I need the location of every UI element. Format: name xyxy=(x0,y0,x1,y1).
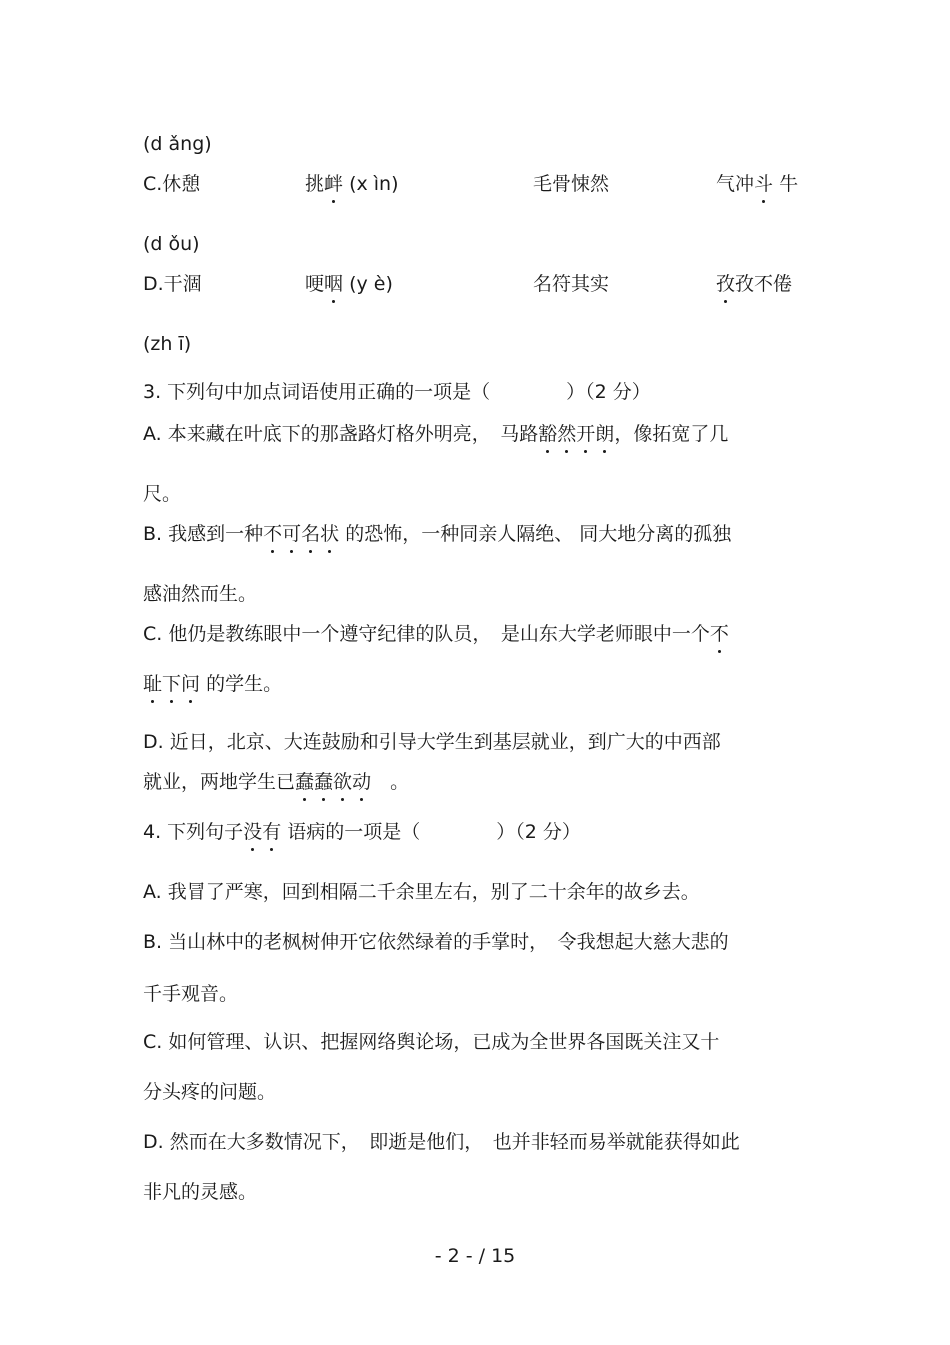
option-c-word4: 气冲斗 牛 xyxy=(716,173,799,195)
q4-option-c-line2: 分头疼的问题。 xyxy=(143,1081,277,1103)
q3-option-d-line2: 就业，两地学生已蠢蠢欲动 。 xyxy=(143,771,410,793)
q3-option-d-line1: D. 近日，北京、大连鼓励和引导大学生到基层就业，到广大的中西部 xyxy=(143,731,721,753)
q4-option-b-line2: 千手观音。 xyxy=(143,983,239,1005)
pinyin-zhi: (zh ī) xyxy=(143,333,192,355)
option-c-word1: C.休憩 xyxy=(143,173,201,195)
q4-option-d-line2: 非凡的灵感。 xyxy=(143,1181,258,1203)
q3-option-a-line1: A. 本来藏在叶底下的那盏路灯格外明亮， 马路豁然开朗，像拓宽了几 xyxy=(143,423,729,445)
q3-option-a-line2: 尺。 xyxy=(143,483,182,505)
q4-option-d-line1: D. 然而在大多数情况下， 即逝是他们， 也并非轻而易举就能获得如此 xyxy=(143,1131,740,1153)
q4-option-c-line1: C. 如何管理、认识、把握网络舆论场，已成为全世界各国既关注又十 xyxy=(143,1031,720,1053)
option-d-word3: 名符其实 xyxy=(533,273,610,295)
q3-option-c-line1: C. 他仍是教练眼中一个遵守纪律的队员， 是山东大学老师眼中一个不 xyxy=(143,623,729,645)
pinyin-dang: (d ǎng) xyxy=(143,133,212,155)
q3-option-b-line1: B. 我感到一种不可名状 的恐怖，一种同亲人隔绝、 同大地分离的孤独 xyxy=(143,523,732,545)
option-d-word1: D.干涸 xyxy=(143,273,202,295)
option-c-word3: 毛骨悚然 xyxy=(533,173,610,195)
q4-option-b-line1: B. 当山林中的老枫树伸开它依然绿着的手掌时， 令我想起大慈大悲的 xyxy=(143,931,729,953)
page-number: - 2 - / 15 xyxy=(434,1245,516,1267)
q3-option-c-line2: 耻下问 的学生。 xyxy=(143,673,283,695)
option-c-word2: 挑衅 (x ìn) xyxy=(305,173,399,195)
option-d-word2: 哽咽 (y è) xyxy=(305,273,393,295)
option-d-word4: 孜孜不倦 xyxy=(716,273,793,295)
q4-stem: 4. 下列句子没有 语病的一项是（ ）（2 分） xyxy=(143,821,581,843)
q3-option-b-line2: 感油然而生。 xyxy=(143,583,258,605)
pinyin-dou: (d ǒu) xyxy=(143,233,200,255)
q3-stem: 3. 下列句中加点词语使用正确的一项是（ ）（2 分） xyxy=(143,381,651,403)
q4-option-a-line1: A. 我冒了严寒，回到相隔二千余里左右，别了二十余年的故乡去。 xyxy=(143,881,700,903)
